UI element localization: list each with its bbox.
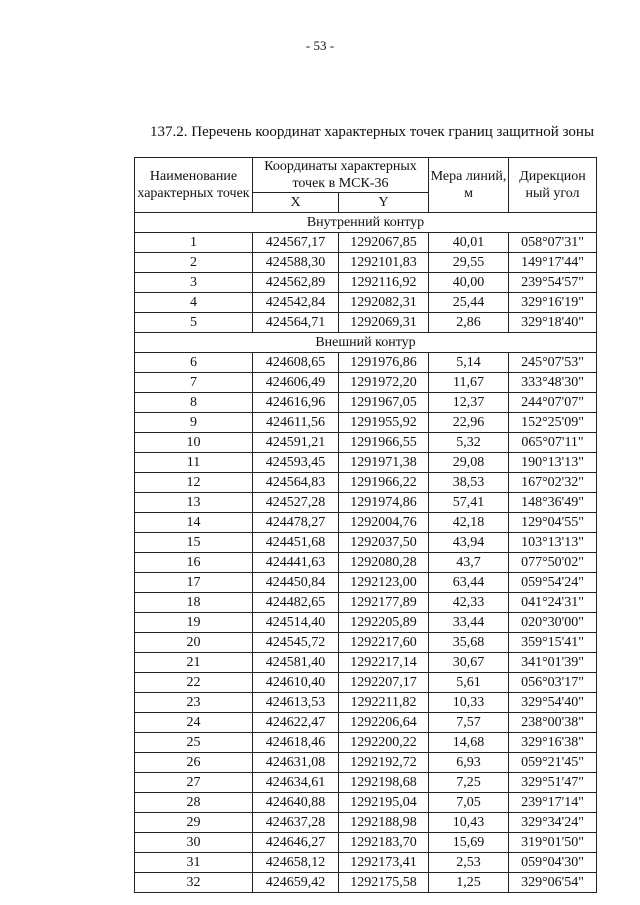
header-x: X [253, 193, 339, 213]
coord-y: 1292183,70 [339, 833, 429, 853]
line-length: 2,53 [429, 853, 509, 873]
point-number: 11 [135, 453, 253, 473]
coord-y: 1292037,50 [339, 533, 429, 553]
point-number: 9 [135, 413, 253, 433]
table-row [135, 353, 597, 373]
point-number: 30 [135, 833, 253, 853]
coord-x: 424631,08 [253, 753, 339, 773]
table-row [135, 233, 597, 253]
table-row [135, 653, 597, 673]
direction-angle: 329°16'38" [509, 733, 597, 753]
coord-y: 1292004,76 [339, 513, 429, 533]
point-number: 1 [135, 233, 253, 253]
table-row [135, 513, 597, 533]
header-coordinates: Координаты характерных точек в МСК-36 [253, 158, 429, 193]
line-length: 42,18 [429, 513, 509, 533]
line-length: 57,41 [429, 493, 509, 513]
line-length: 33,44 [429, 613, 509, 633]
point-number: 18 [135, 593, 253, 613]
coord-y: 1291955,92 [339, 413, 429, 433]
coord-y: 1291967,05 [339, 393, 429, 413]
coord-y: 1292192,72 [339, 753, 429, 773]
coord-x: 424588,30 [253, 253, 339, 273]
coord-y: 1291976,86 [339, 353, 429, 373]
table-row [135, 773, 597, 793]
coord-x: 424591,21 [253, 433, 339, 453]
coord-x: 424613,53 [253, 693, 339, 713]
direction-angle: 329°18'40" [509, 313, 597, 333]
section-row [135, 333, 597, 353]
table-row [135, 713, 597, 733]
coord-y: 1292195,04 [339, 793, 429, 813]
coord-x: 424478,27 [253, 513, 339, 533]
coord-x: 424562,89 [253, 273, 339, 293]
point-number: 7 [135, 373, 253, 393]
direction-angle: 319°01'50" [509, 833, 597, 853]
direction-angle: 329°06'54" [509, 873, 597, 893]
direction-angle: 065°07'11" [509, 433, 597, 453]
coord-x: 424451,68 [253, 533, 339, 553]
line-length: 29,55 [429, 253, 509, 273]
direction-angle: 245°07'53" [509, 353, 597, 373]
table-row [135, 253, 597, 273]
coord-x: 424634,61 [253, 773, 339, 793]
direction-angle: 239°17'14" [509, 793, 597, 813]
table-row [135, 533, 597, 553]
coord-x: 424567,17 [253, 233, 339, 253]
coord-y: 1292188,98 [339, 813, 429, 833]
direction-angle: 148°36'49" [509, 493, 597, 513]
point-number: 15 [135, 533, 253, 553]
direction-angle: 329°34'24" [509, 813, 597, 833]
coord-x: 424527,28 [253, 493, 339, 513]
line-length: 7,25 [429, 773, 509, 793]
line-length: 43,7 [429, 553, 509, 573]
coord-y: 1292116,92 [339, 273, 429, 293]
direction-angle: 056°03'17" [509, 673, 597, 693]
line-length: 40,00 [429, 273, 509, 293]
direction-angle: 020°30'00" [509, 613, 597, 633]
line-length: 29,08 [429, 453, 509, 473]
direction-angle: 059°04'30" [509, 853, 597, 873]
table-row [135, 493, 597, 513]
point-number: 28 [135, 793, 253, 813]
line-length: 63,44 [429, 573, 509, 593]
point-number: 5 [135, 313, 253, 333]
coord-y: 1292211,82 [339, 693, 429, 713]
table-row [135, 393, 597, 413]
table-row [135, 813, 597, 833]
coord-y: 1292175,58 [339, 873, 429, 893]
table-row [135, 853, 597, 873]
coord-x: 424622,47 [253, 713, 339, 733]
line-length: 14,68 [429, 733, 509, 753]
point-number: 21 [135, 653, 253, 673]
direction-angle: 059°21'45" [509, 753, 597, 773]
coord-x: 424606,49 [253, 373, 339, 393]
table-row [135, 473, 597, 493]
line-length: 12,37 [429, 393, 509, 413]
point-number: 25 [135, 733, 253, 753]
direction-angle: 077°50'02" [509, 553, 597, 573]
point-number: 10 [135, 433, 253, 453]
table-row [135, 673, 597, 693]
coord-x: 424618,46 [253, 733, 339, 753]
coord-x: 424637,28 [253, 813, 339, 833]
direction-angle: 058°07'31" [509, 233, 597, 253]
point-number: 16 [135, 553, 253, 573]
table-row [135, 873, 597, 893]
line-length: 40,01 [429, 233, 509, 253]
direction-angle: 059°54'24" [509, 573, 597, 593]
coord-x: 424611,56 [253, 413, 339, 433]
point-number: 6 [135, 353, 253, 373]
direction-angle: 238°00'38" [509, 713, 597, 733]
point-number: 22 [135, 673, 253, 693]
direction-angle: 359°15'41" [509, 633, 597, 653]
point-number: 31 [135, 853, 253, 873]
coord-y: 1292217,60 [339, 633, 429, 653]
point-number: 14 [135, 513, 253, 533]
page-title: 137.2. Перечень координат характерных точек границ защитной зоны [150, 124, 595, 140]
point-number: 4 [135, 293, 253, 313]
direction-angle: 329°51'47" [509, 773, 597, 793]
coord-y: 1292080,28 [339, 553, 429, 573]
direction-angle: 103°13'13" [509, 533, 597, 553]
table-row [135, 373, 597, 393]
line-length: 15,69 [429, 833, 509, 853]
line-length: 42,33 [429, 593, 509, 613]
line-length: 25,44 [429, 293, 509, 313]
point-number: 27 [135, 773, 253, 793]
coord-y: 1292082,31 [339, 293, 429, 313]
coordinates-table [134, 157, 597, 893]
coord-y: 1292200,22 [339, 733, 429, 753]
line-length: 7,05 [429, 793, 509, 813]
direction-angle: 167°02'32" [509, 473, 597, 493]
point-number: 26 [135, 753, 253, 773]
line-length: 10,43 [429, 813, 509, 833]
line-length: 1,25 [429, 873, 509, 893]
header-direction-angle: Дирекцион ный угол [509, 158, 597, 213]
point-number: 24 [135, 713, 253, 733]
point-number: 8 [135, 393, 253, 413]
coord-x: 424658,12 [253, 853, 339, 873]
table-row [135, 613, 597, 633]
point-number: 29 [135, 813, 253, 833]
table-row [135, 433, 597, 453]
header-point-name: Наименование характерных точек [135, 158, 253, 213]
direction-angle: 152°25'09" [509, 413, 597, 433]
point-number: 17 [135, 573, 253, 593]
line-length: 43,94 [429, 533, 509, 553]
table-row [135, 553, 597, 573]
table-body [135, 213, 597, 893]
line-length: 38,53 [429, 473, 509, 493]
direction-angle: 149°17'44" [509, 253, 597, 273]
table-row [135, 413, 597, 433]
line-length: 6,93 [429, 753, 509, 773]
coord-x: 424646,27 [253, 833, 339, 853]
line-length: 2,86 [429, 313, 509, 333]
header-y: Y [339, 193, 429, 213]
table-row [135, 593, 597, 613]
coord-y: 1292123,00 [339, 573, 429, 593]
coord-x: 424581,40 [253, 653, 339, 673]
coord-x: 424450,84 [253, 573, 339, 593]
coord-x: 424542,84 [253, 293, 339, 313]
direction-angle: 190°13'13" [509, 453, 597, 473]
coord-x: 424514,40 [253, 613, 339, 633]
coord-y: 1291966,55 [339, 433, 429, 453]
direction-angle: 041°24'31" [509, 593, 597, 613]
line-length: 35,68 [429, 633, 509, 653]
direction-angle: 244°07'07" [509, 393, 597, 413]
coord-y: 1292069,31 [339, 313, 429, 333]
direction-angle: 329°16'19" [509, 293, 597, 313]
coord-y: 1291974,86 [339, 493, 429, 513]
coord-x: 424593,45 [253, 453, 339, 473]
table-row [135, 633, 597, 653]
table-row [135, 273, 597, 293]
coord-y: 1292205,89 [339, 613, 429, 633]
point-number: 32 [135, 873, 253, 893]
table-row [135, 753, 597, 773]
point-number: 19 [135, 613, 253, 633]
header-line-length: Мера линий, м [429, 158, 509, 213]
coord-x: 424482,65 [253, 593, 339, 613]
coord-x: 424616,96 [253, 393, 339, 413]
table-row [135, 573, 597, 593]
line-length: 22,96 [429, 413, 509, 433]
coord-x: 424640,88 [253, 793, 339, 813]
line-length: 11,67 [429, 373, 509, 393]
page-number: - 53 - [305, 38, 335, 53]
coord-x: 424610,40 [253, 673, 339, 693]
coord-y: 1292067,85 [339, 233, 429, 253]
line-length: 7,57 [429, 713, 509, 733]
direction-angle: 341°01'39" [509, 653, 597, 673]
direction-angle: 239°54'57" [509, 273, 597, 293]
section-row [135, 213, 597, 233]
direction-angle: 129°04'55" [509, 513, 597, 533]
coord-y: 1291966,22 [339, 473, 429, 493]
coord-y: 1292173,41 [339, 853, 429, 873]
coord-x: 424564,71 [253, 313, 339, 333]
line-length: 5,32 [429, 433, 509, 453]
point-number: 3 [135, 273, 253, 293]
coord-y: 1292206,64 [339, 713, 429, 733]
point-number: 13 [135, 493, 253, 513]
coord-y: 1291972,20 [339, 373, 429, 393]
line-length: 5,14 [429, 353, 509, 373]
coord-x: 424608,65 [253, 353, 339, 373]
table-row [135, 793, 597, 813]
table-row [135, 733, 597, 753]
coord-y: 1292177,89 [339, 593, 429, 613]
table-row [135, 693, 597, 713]
coord-y: 1291971,38 [339, 453, 429, 473]
line-length: 5,61 [429, 673, 509, 693]
point-number: 12 [135, 473, 253, 493]
point-number: 2 [135, 253, 253, 273]
coord-y: 1292198,68 [339, 773, 429, 793]
coord-y: 1292207,17 [339, 673, 429, 693]
line-length: 10,33 [429, 693, 509, 713]
coord-x: 424564,83 [253, 473, 339, 493]
coord-x: 424659,42 [253, 873, 339, 893]
point-number: 23 [135, 693, 253, 713]
direction-angle: 329°54'40" [509, 693, 597, 713]
table-row [135, 453, 597, 473]
point-number: 20 [135, 633, 253, 653]
section-title: Внешний контур [135, 333, 597, 353]
table-row [135, 833, 597, 853]
table-row [135, 313, 597, 333]
section-title: Внутренний контур [135, 213, 597, 233]
coord-x: 424545,72 [253, 633, 339, 653]
coord-y: 1292101,83 [339, 253, 429, 273]
coord-y: 1292217,14 [339, 653, 429, 673]
coord-x: 424441,63 [253, 553, 339, 573]
direction-angle: 333°48'30" [509, 373, 597, 393]
line-length: 30,67 [429, 653, 509, 673]
table-row [135, 293, 597, 313]
